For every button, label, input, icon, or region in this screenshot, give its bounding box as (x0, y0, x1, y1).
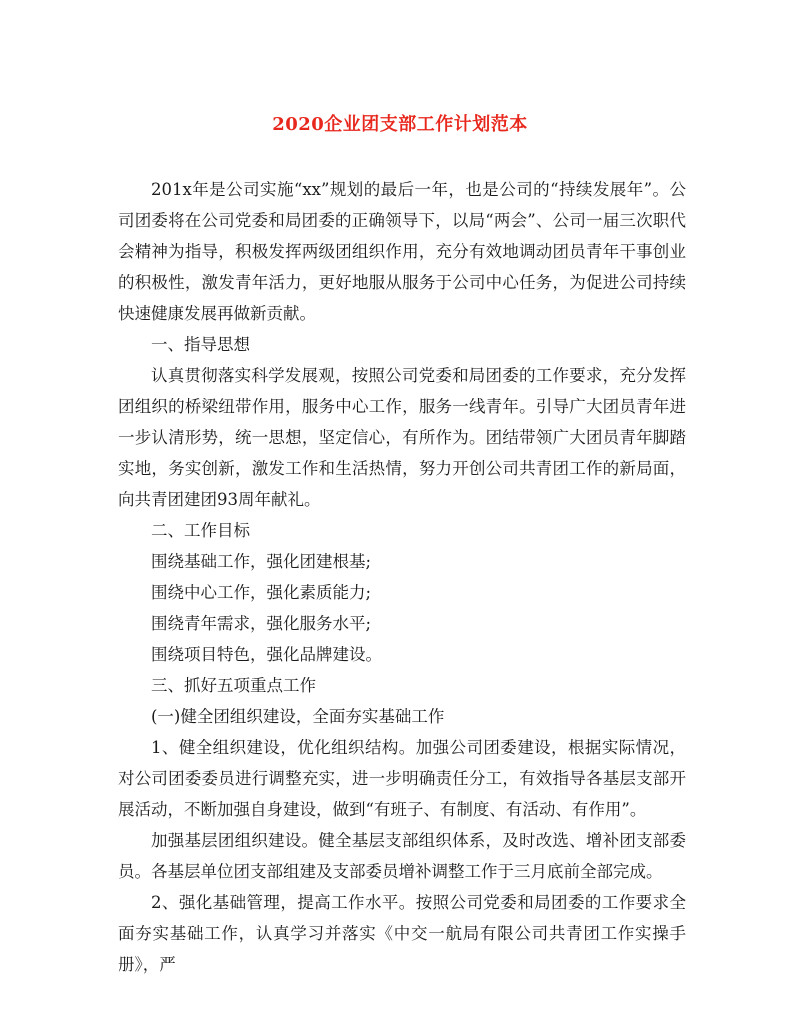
guiding-ideology-paragraph: 认真贯彻落实科学发展观，按照公司党委和局团委的工作要求，充分发挥团组织的桥梁纽带作用，服务中心工作，服务一线青年。引导广大团员青年进一步认清形势，统一思想，坚定信心，有所作为。团结带领广大团员青年脚踏实地，务实创新，激发工作和生活热情，努力开创公司共青团工作的新局面，向共青团建团93周年献礼。 (118, 366, 686, 509)
goal-item: 围绕项目特色，强化品牌建设。 (151, 645, 382, 664)
goal-item: 围绕青年需求，强化服务水平; (151, 614, 372, 633)
body-paragraph: 加强基层团组织建设。健全基层支部组织体系，及时改选、增补团支部委员。各基层单位团支部组建及支部委员增补调整工作于三月底前全部完成。 (118, 831, 686, 881)
goal-item: 围绕中心工作，强化素质能力; (151, 583, 372, 602)
document-title: 2020企业团支部工作计划范本 (272, 114, 528, 135)
subsection-heading: (一)健全团组织建设，全面夯实基础工作 (151, 707, 445, 726)
body-paragraph: 1、健全组织建设，优化组织结构。加强公司团委建设，根据实际情况，对公司团委委员进行调整充实，进一步明确责任分工，有效指导各基层支部开展活动，不断加强自身建设，做到“有班子、有制度、有活动、有作用”。 (118, 738, 686, 819)
section-heading-guiding-ideology: 一、指导思想 (151, 335, 250, 354)
section-heading-key-work: 三、抓好五项重点工作 (151, 676, 316, 695)
intro-paragraph: 201x年是公司实施“xx”规划的最后一年，也是公司的“持续发展年”。公司团委将在公司党委和局团委的正确领导下，以局“两会”、公司一届三次职代会精神为指导，积极发挥两级团组织作用，充分有效地调动团员青年干事创业的积极性，激发青年活力，更好地服从服务于公司中心任务，为促进公司持续快速健康发展再做新贡献。 (118, 180, 686, 323)
body-paragraph: 2、强化基础管理，提高工作水平。按照公司党委和局团委的工作要求全面夯实基础工作，认真学习并落实《中交一航局有限公司共青团工作实操手册》，严 (118, 893, 686, 974)
document-body (118, 174, 686, 980)
goal-item: 围绕基础工作，强化团建根基; (151, 552, 372, 571)
section-heading-work-goals: 二、工作目标 (151, 521, 250, 540)
